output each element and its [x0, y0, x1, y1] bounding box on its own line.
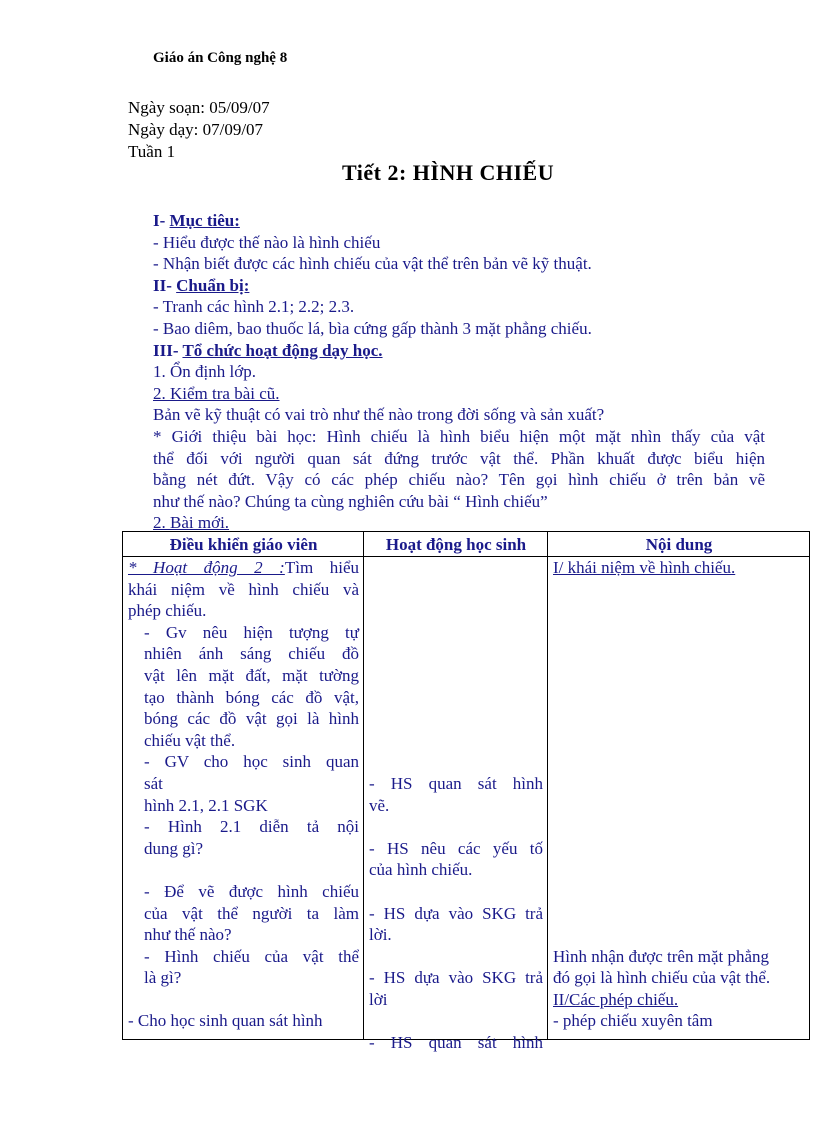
step-2: 2. Kiểm tra bài cũ.	[153, 383, 280, 403]
question-3-line: là gì?	[144, 968, 182, 988]
teacher-column	[123, 557, 364, 1040]
lesson-title: Tiết 2: HÌNH CHIẾU	[342, 160, 555, 185]
activities-heading	[153, 340, 765, 362]
activity-line	[128, 557, 359, 579]
intro-line: như thế nào? Chúng ta cùng nghiên cứu bài “ Hình chiếu”	[153, 491, 548, 511]
lesson-body	[153, 210, 765, 534]
gv-intro-line: chiếu vật thể.	[144, 730, 236, 750]
question-2-line: như thế nào?	[144, 925, 232, 945]
lesson-table	[122, 531, 810, 1053]
preparation-label: Chuẩn bị:	[176, 275, 250, 295]
week: Tuần 1	[128, 142, 176, 161]
gv-intro-line: bóng các đồ vật gọi là hình	[144, 709, 359, 729]
gv-intro-line: tạo thành bóng các đồ vật,	[144, 687, 359, 707]
question-2-line: - Để vẽ được hình chiếu	[144, 881, 359, 901]
question-2-line: của vật thể người ta làm	[144, 903, 359, 923]
content-last-line: - phép chiếu xuyên tâm	[553, 1011, 713, 1031]
activities-label: Tổ chức hoạt động dạy học.	[182, 340, 383, 360]
student-answer-1: - HS quan sát hình	[369, 773, 543, 793]
gv-observe-line: - GV cho học sinh quan	[144, 752, 359, 772]
header-content: Nội dung	[548, 532, 810, 557]
gv-intro-line: - Gv nêu hiện tượng tự	[144, 622, 359, 642]
activity-text: Tìm hiểu	[284, 558, 359, 577]
objective-item: - Hiểu được thế nào là hình chiếu	[153, 232, 381, 252]
content-column	[548, 557, 810, 1040]
prep-date: Ngày soạn: 05/09/07	[128, 98, 270, 117]
student-answer-3: lời.	[369, 925, 392, 945]
student-column	[364, 557, 548, 1053]
content-definition: đó gọi là hình chiếu của vật thể.	[553, 968, 771, 988]
gv-intro-line: nhiên ánh sáng chiếu đồ	[144, 644, 359, 664]
teacher-last-line: - Cho học sinh quan sát hình	[128, 1011, 323, 1031]
gv-observe-line: hình 2.1, 2.1 SGK	[144, 795, 268, 815]
content-definition: Hình nhận được trên mặt phẳng	[553, 946, 770, 966]
preparation-roman: II-	[153, 275, 177, 295]
content-section-1: I/ khái niệm về hình chiếu.	[553, 558, 736, 577]
student-answer-2: của hình chiếu.	[369, 860, 473, 880]
teach-date: Ngày dạy: 07/09/07	[128, 120, 264, 139]
step-3: 2. Bài mới.	[153, 513, 230, 533]
review-question: Bản vẽ kỹ thuật có vai trò như thế nào trong đời sống và sản xuất?	[153, 405, 605, 425]
page-header: Giáo án Công nghệ 8	[153, 50, 288, 66]
objectives-label: Mục tiêu:	[169, 211, 240, 230]
question-1-line: - Hình 2.1 diễn tả nội	[144, 817, 359, 837]
gv-intro-line: vật lên mặt đất, mặt tường	[144, 665, 359, 685]
intro-line: * Giới thiệu bài học: Hình chiếu là hình biểu hiện một mặt nhìn thấy của vật	[153, 426, 765, 446]
preparation-item: - Tranh các hình 2.1; 2.2; 2.3.	[153, 297, 355, 317]
question-1-line: dung gì?	[144, 838, 204, 858]
student-answer-4: lời	[369, 989, 388, 1009]
step-1: 1. Ổn định lớp.	[153, 362, 256, 382]
intro-line: bằng nét đứt. Vậy có các phép chiếu nào? Tên gọi hình chiếu ở trên bản vẽ	[153, 470, 765, 490]
objectives-heading	[153, 210, 765, 232]
activity-line: khái niệm về hình chiếu và	[128, 579, 359, 599]
header-student: Hoạt động học sinh	[364, 532, 548, 557]
student-answer-2: - HS nêu các yếu tố	[369, 838, 543, 858]
objectives-roman: I-	[153, 211, 170, 230]
preparation-heading	[153, 275, 765, 297]
lesson-meta	[128, 97, 270, 163]
question-3-line: - Hình chiếu của vật thể	[144, 946, 359, 966]
student-answer-1: vẽ.	[369, 795, 390, 815]
student-last-line: - HS quan sát hình	[369, 1033, 543, 1053]
header-teacher: Điều khiển giáo viên	[123, 532, 364, 557]
activity-label: * Hoạt động 2 :	[128, 558, 285, 577]
student-answer-4: - HS dựa vào SKG trả	[369, 968, 543, 988]
activity-line: phép chiếu.	[128, 601, 207, 621]
content-section-2: II/Các phép chiếu.	[553, 989, 679, 1009]
student-answer-3: - HS dựa vào SKG trả	[369, 903, 543, 923]
objective-item: - Nhận biết được các hình chiếu của vật thể trên bản vẽ kỹ thuật.	[153, 254, 592, 274]
intro-line: thể đối với người quan sát đứng trước vật thể. Phần khuất được biểu hiện	[153, 448, 765, 468]
gv-observe-line: sát	[144, 773, 163, 793]
preparation-item: - Bao diêm, bao thuốc lá, bìa cứng gấp thành 3 mặt phẳng chiếu.	[153, 318, 592, 338]
activities-roman: III-	[153, 340, 183, 360]
